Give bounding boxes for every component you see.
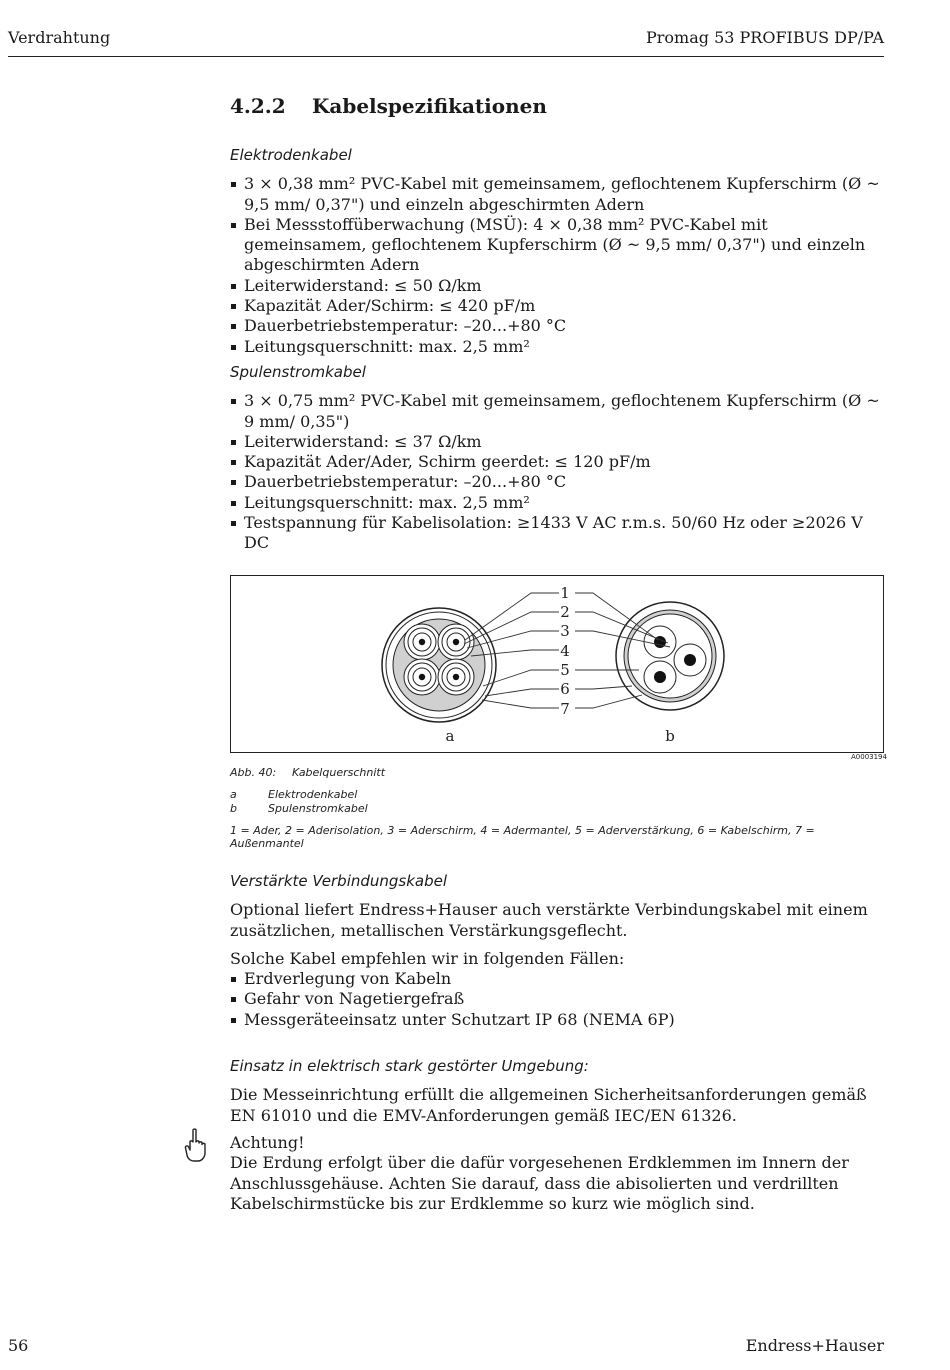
coil-cable-drawing <box>616 602 724 710</box>
legend-a <box>230 788 357 801</box>
list-item: Erdverlegung von Kabeln <box>230 969 886 989</box>
callout-3: 3 <box>560 622 570 640</box>
callout-4: 4 <box>560 642 570 660</box>
list-item: Leiterwiderstand: ≤ 37 Ω/km <box>230 432 886 452</box>
list-item: Kapazität Ader/Ader, Schirm geerdet: ≤ 120 pF/m <box>230 452 886 472</box>
spulenstromkabel-block <box>230 362 886 554</box>
callout-1: 1 <box>560 584 570 602</box>
figure-label-b: b <box>665 727 675 745</box>
list-item: Gefahr von Nagetiergefraß <box>230 989 886 1009</box>
list-item: Leiterwiderstand: ≤ 50 Ω/km <box>230 276 886 296</box>
legend-a-key: a <box>230 788 237 801</box>
list-item: Dauerbetriebstemperatur: –20...+80 °C <box>230 316 886 336</box>
list-item: Dauerbetriebstemperatur: –20...+80 °C <box>230 472 886 492</box>
callout-6: 6 <box>560 680 570 698</box>
list-item: Leitungsquerschnitt: max. 2,5 mm² <box>230 337 886 357</box>
caption-number: Abb. 40: <box>230 766 277 779</box>
caution-title: Achtung! <box>230 1133 305 1152</box>
spulenstromkabel-list <box>230 391 886 553</box>
section-title <box>230 94 547 118</box>
legend-b-key: b <box>230 802 237 815</box>
verstaerkt-paragraph-2: Solche Kabel empfehlen wir in folgenden Fällen: <box>230 948 625 968</box>
subheading-elektrodenkabel: Elektrodenkabel <box>230 146 352 164</box>
list-item: Messgeräteeinsatz unter Schutzart IP 68 (NEMA 6P) <box>230 1010 886 1030</box>
verstaerkt-block <box>230 871 886 1030</box>
elektrodenkabel-list <box>230 174 886 357</box>
einsatz-block <box>230 1056 886 1126</box>
elektrodenkabel-block <box>230 145 886 357</box>
list-item: Testspannung für Kabelisolation: ≥1433 V AC r.m.s. 50/60 Hz oder ≥2026 V DC <box>230 513 886 554</box>
legend-numbers: 1 = Ader, 2 = Aderisolation, 3 = Aderschirm, 4 = Adermantel, 5 = Aderverstärkung, 6 = Kabelschirm, 7 = Außenmantel <box>230 824 815 850</box>
list-item: 3 × 0,38 mm² PVC-Kabel mit gemeinsamem, geflochtenem Kupferschirm (Ø ~ 9,5 mm/ 0,37") und einzeln abgeschirmten Adern <box>230 174 886 215</box>
legend-b-text: Spulenstromkabel <box>268 802 368 815</box>
caption-title: Kabelquerschnitt <box>292 766 386 779</box>
figure-id: A0003194 <box>851 753 887 761</box>
cable-cross-section-figure <box>230 575 884 753</box>
legend-a-text: Elektrodenkabel <box>268 788 358 801</box>
figure-label-a: a <box>445 727 455 745</box>
list-item: Kapazität Ader/Schirm: ≤ 420 pF/m <box>230 296 886 316</box>
list-item: Bei Messstoffüberwachung (MSÜ): 4 × 0,38 mm² PVC-Kabel mit gemeinsamem, geflochtenem Kupferschirm (Ø ~ 9,5 mm/ 0,37") und einzeln abgeschirmten Adern <box>230 215 886 276</box>
subheading-spulenstromkabel: Spulenstromkabel <box>230 363 366 381</box>
verstaerkt-paragraph-1: Optional liefert Endress+Hauser auch verstärkte Verbindungskabel mit einem zusätzlichen, metallischen Verstärkungsgeflecht. <box>230 900 868 940</box>
header-rule <box>8 56 884 57</box>
caution-text: Die Erdung erfolgt über die dafür vorgesehenen Erdklemmen im Innern der Anschlussgehäuse. Achten Sie darauf, dass die abisolierten und verdrillten Kabelschirmstücke bis zur Erdklemme so kurz wie möglich sind. <box>230 1153 849 1213</box>
figure-caption <box>230 766 385 779</box>
cable-cross-section-diagram <box>231 576 883 752</box>
subheading-verstaerkt: Verstärkte Verbindungskabel <box>230 872 448 890</box>
electrode-cable-drawing <box>382 608 496 722</box>
verstaerkt-list <box>230 969 886 1030</box>
footer-brand: Endress+Hauser <box>745 1336 884 1355</box>
section-number: 4.2.2 <box>230 94 286 118</box>
running-header-product: Promag 53 PROFIBUS DP/PA <box>645 28 884 47</box>
running-header-section: Verdrahtung <box>8 28 111 47</box>
list-item: 3 × 0,75 mm² PVC-Kabel mit gemeinsamem, geflochtenem Kupferschirm (Ø ~ 9 mm/ 0,35") <box>230 391 886 432</box>
legend-b <box>230 802 368 815</box>
section-title-text: Kabelspezifikationen <box>312 94 547 118</box>
callout-7: 7 <box>560 700 570 718</box>
callout-2: 2 <box>560 603 570 621</box>
list-item: Leitungsquerschnitt: max. 2,5 mm² <box>230 493 886 513</box>
callout-5: 5 <box>560 661 570 679</box>
subheading-einsatz: Einsatz in elektrisch stark gestörter Umgebung: <box>230 1057 589 1075</box>
pointing-hand-icon <box>183 1128 209 1164</box>
page-number: 56 <box>8 1336 29 1355</box>
einsatz-paragraph: Die Messeinrichtung erfüllt die allgemeinen Sicherheitsanforderungen gemäß EN 61010 und die EMV-Anforderungen gemäß IEC/EN 61326. <box>230 1085 867 1125</box>
caution-block <box>230 1133 886 1214</box>
